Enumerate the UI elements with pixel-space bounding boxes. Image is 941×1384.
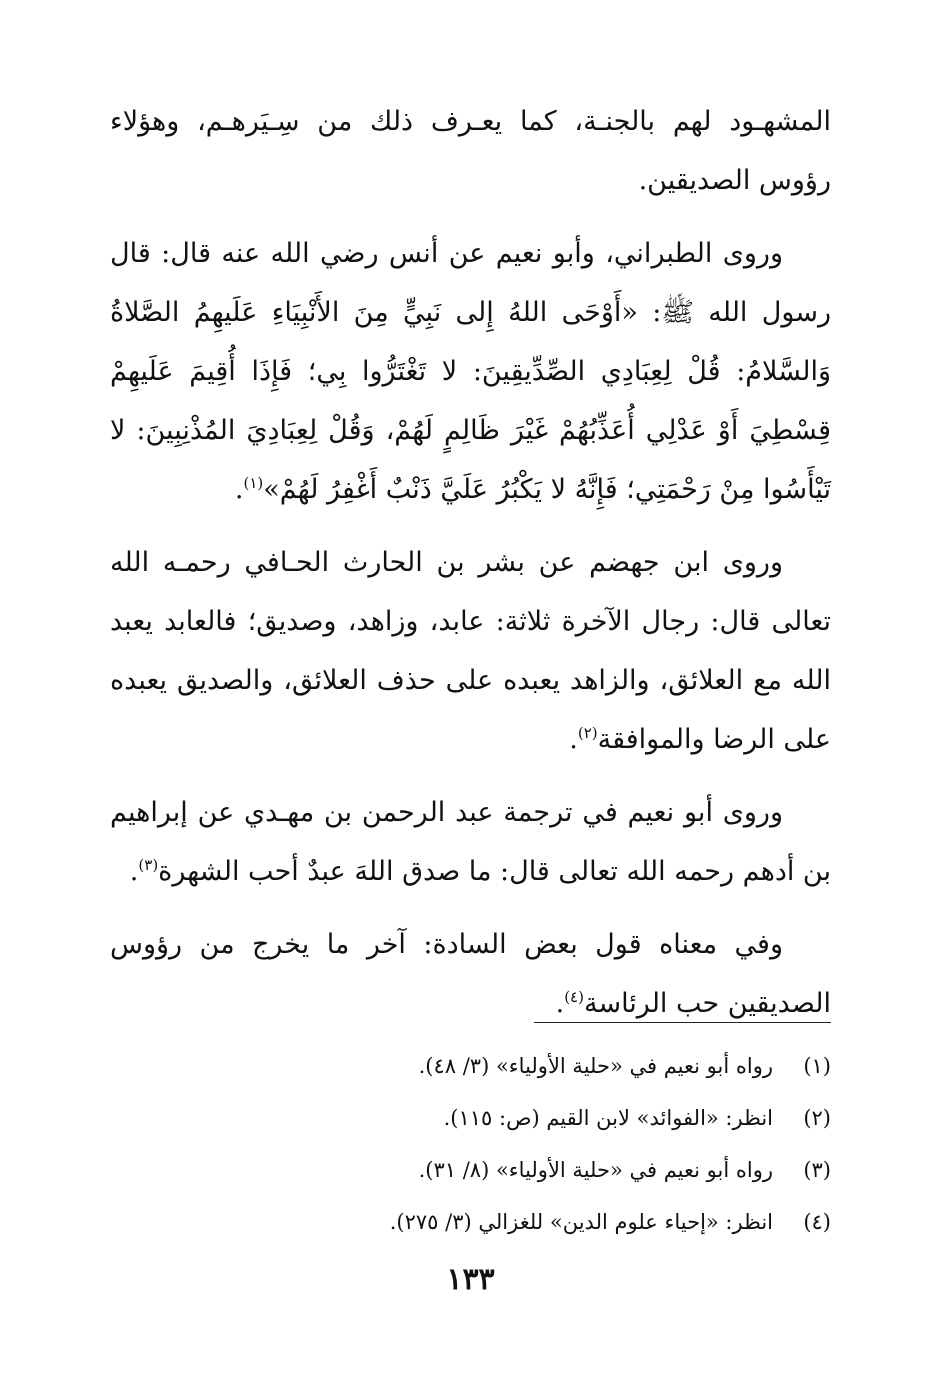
page-number: ١٣٣ <box>446 1262 495 1297</box>
paragraph-4 <box>110 783 831 901</box>
paragraph-text: وروى الطبراني، وأبو نعيم عن أنس رضي الله عنه قال: قال رسول الله ﷺ: «أَوْحَى اللهُ إِلى نَبِيٍّ مِنَ الأَنْبِيَاءِ عَلَيهِمُ الصَّلاةُ وَالسَّلامُ: قُلْ لِعِبَادِي الصِّدِّيقِينَ: لا تَغْتَرُّوا بِي؛ فَإِذَا أُقِيمَ عَلَيهِمْ قِسْطِيَ أَوْ عَدْلِي أُعَذِّبُهُمْ غَيْرَ ظَالِمٍ لَهُمْ، وَقُلْ لِعِبَادِيَ المُذْنِبِينَ: لا تَيْأَسُوا مِنْ رَحْمَتِي؛ فَإِنَّهُ لا يَكْبُرُ عَلَيَّ ذَنْبٌ أَغْفِرُ لَهُمْ» <box>110 238 831 505</box>
footnote-ref: (٢) <box>577 724 598 742</box>
paragraph-3 <box>110 533 831 769</box>
paragraph-end: . <box>555 988 565 1019</box>
footnote-text: انظر: «الفوائد» لابن القيم (ص: ١١٥). <box>443 1106 773 1130</box>
footnote-ref: (١) <box>243 474 264 492</box>
footnote-item <box>110 1092 831 1144</box>
paragraph-5 <box>110 915 831 1033</box>
footnote-item <box>110 1144 831 1196</box>
paragraph-text: وروى أبو نعيم في ترجمة عبد الرحمن بن مهـدي عن إبراهيم بن أدهم رحمه الله تعالى قال: ما صدق اللهَ عبدٌ أحب الشهرة <box>110 797 831 887</box>
footnote-ref: (٣) <box>138 856 159 874</box>
footnote-item <box>110 1196 831 1248</box>
footnote-item <box>110 1040 831 1092</box>
paragraph-end: . <box>129 856 139 887</box>
footnote-divider <box>534 1022 831 1023</box>
footnote-number: (٢) <box>803 1106 831 1130</box>
paragraph-text: المشهـود لهم بالجنـة، كما يعـرف ذلك من سِـيَرهـم، وهؤلاء رؤوس الصديقين. <box>110 106 831 196</box>
footnote-text: رواه أبو نعيم في «حلية الأولياء» (٨/ ٣١). <box>418 1158 773 1182</box>
paragraph-text: وفي معناه قول بعض السادة: آخر ما يخرج من رؤوس الصديقين حب الرئاسة <box>110 929 831 1019</box>
paragraph-2 <box>110 224 831 519</box>
footnote-text: رواه أبو نعيم في «حلية الأولياء» (٣/ ٤٨). <box>418 1054 773 1078</box>
footnote-number: (١) <box>803 1054 831 1078</box>
paragraph-1 <box>110 92 831 210</box>
footnote-ref: (٤) <box>564 988 584 1006</box>
footnote-text: انظر: «إحياء علوم الدين» للغزالي (٣/ ٢٧٥). <box>389 1210 773 1234</box>
paragraph-text: وروى ابن جهضم عن بشر بن الحارث الحـافي رحمـه الله تعالى قال: رجال الآخرة ثلاثة: عابد، وزاهد، وصديق؛ فالعابد يعبد الله مع العلائق، والزاهد يعبده على حذف العلائق، والصديق يعبده على الرضا والموافقة <box>110 547 831 755</box>
footnote-number: (٤) <box>803 1210 831 1234</box>
footnote-number: (٣) <box>803 1158 831 1182</box>
paragraph-end: . <box>569 724 578 755</box>
footnotes <box>110 1040 831 1248</box>
paragraph-end: . <box>234 474 244 505</box>
main-text <box>110 92 831 1047</box>
